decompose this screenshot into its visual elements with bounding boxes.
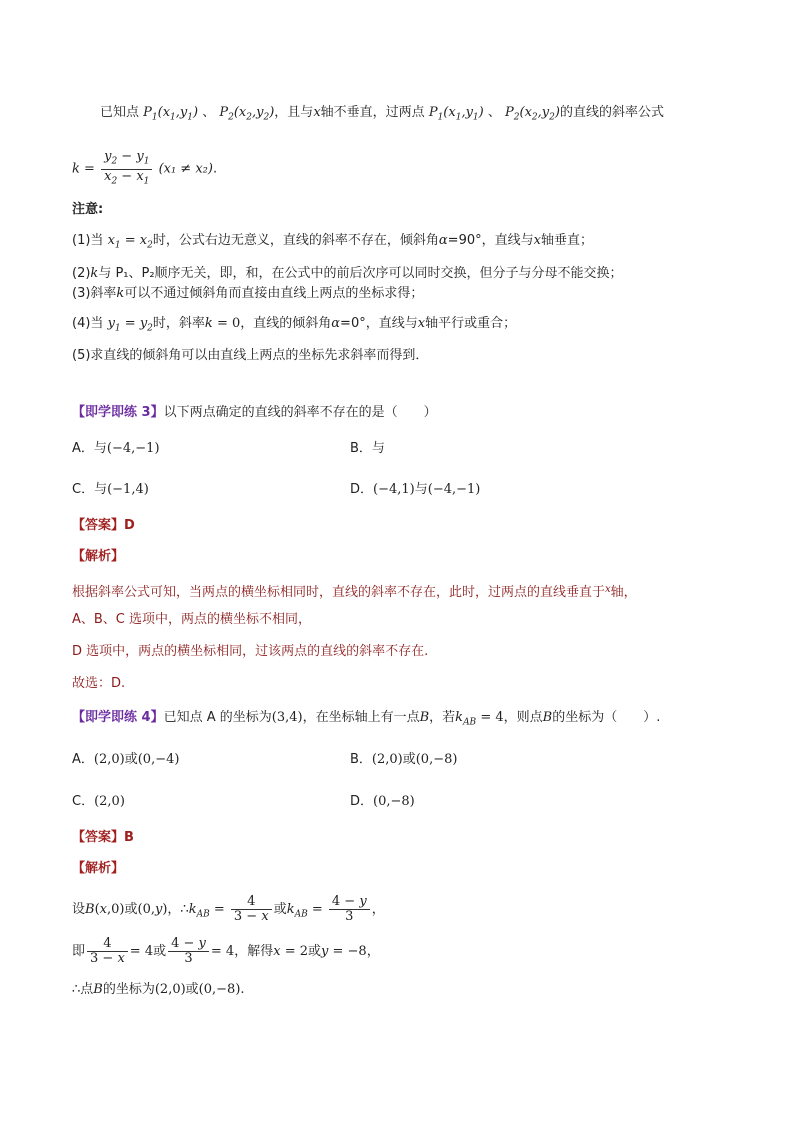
- point-p1: $P_1(x_1,y_1)$: [143, 105, 199, 123]
- ex4-choice-c: C．(2,0): [72, 794, 125, 809]
- ex4-analysis-label: 【解析】: [72, 861, 125, 876]
- ex4-solution-2: 即 $\frac{4}{3 - x}$ = 4或 $\frac{4 - y}{3}$ = 4，解得x = 2或y = −8，: [72, 936, 380, 966]
- note-1: (1)当 $x_1 = x_2$时，公式右边无意义，直线的斜率不存在，倾斜角α=90°，直线与x轴垂直；: [72, 233, 593, 251]
- ex3-solution-2: A、B、C 选项中，两点的横坐标不相同，: [72, 612, 312, 627]
- slope-formula: k = $\frac{y_2 - y_1}{x_2 - x_1}$ (x₁ ≠ x₂).: [72, 149, 218, 187]
- ex3-choice-b: B．与: [350, 441, 385, 456]
- ex4-choice-d: D．(0,−8): [350, 794, 415, 809]
- intro-line-1: 已知点 $P_1(x_1,y_1)$ 、 $P_2(x_2,y_2)$，且与x轴不垂直，过两点 $P_1(x_1,y_1)$ 、 $P_2(x_2,y_2)$的直线的斜率公式: [100, 105, 664, 123]
- ex3-solution-4: 故选：D.: [72, 676, 126, 691]
- ex3-choice-d: D．(−4,1)与(−4,−1): [350, 482, 481, 497]
- ex3-choice-c: C．与(−1,4): [72, 482, 149, 497]
- note-4: (4)当 $y_1 = y_2$时，斜率k = 0，直线的倾斜角α=0°，直线与x轴平行或重合；: [72, 316, 517, 334]
- ex3-answer: 【答案】D: [72, 518, 135, 533]
- ex4-choice-b: B．(2,0)或(0,−8): [350, 752, 458, 767]
- exercise-3-label: 【即学即练 3】: [72, 405, 164, 420]
- ex4-answer: 【答案】B: [72, 830, 134, 845]
- point-p2: $P_2(x_2,y_2)$: [219, 105, 275, 123]
- exercise-3-question: 【即学即练 3】以下两点确定的直线的斜率不存在的是（ ）: [72, 405, 437, 420]
- ex4-solution-1: 设B(x,0)或(0,y)，$\therefore k_{AB}$ = $\frac{4}{3 - x}$ 或$k_{AB}$ = $\frac{4 - y}{3}$ ，: [72, 894, 385, 924]
- slope-fraction: $\frac{y_2 - y_1}{x_2 - x_1}$: [101, 150, 152, 188]
- ex3-analysis-label: 【解析】: [72, 549, 125, 564]
- note-2: (2)k与 P₁、P₂顺序无关，即，和，在公式中的前后次序可以同时交换，但分子与分母不能交换；: [72, 266, 623, 281]
- exercise-4-label: 【即学即练 4】: [72, 710, 164, 725]
- ex3-choice-a: A．与(−4,−1): [72, 441, 160, 456]
- exercise-4-question: 【即学即练 4】已知点 A 的坐标为(3,4)，在坐标轴上有一点B，若$k_{AB} = 4$，则点B的坐标为（ ）.: [72, 710, 661, 728]
- note-title: 注意:: [72, 202, 104, 217]
- ex3-solution-1: 根据斜率公式可知，当两点的横坐标相同时，直线的斜率不存在，此时，过两点的直线垂直于$^x$轴，: [72, 584, 637, 600]
- note-3: (3)斜率k可以不通过倾斜角而直接由直线上两点的坐标求得；: [72, 286, 424, 301]
- note-5: (5)求直线的倾斜角可以由直线上两点的坐标先求斜率而得到．: [72, 348, 429, 363]
- ex4-solution-3: ∴点B的坐标为(2,0)或(0,−8).: [72, 982, 245, 997]
- ex3-solution-3: D 选项中，两点的横坐标相同，过该两点的直线的斜率不存在.: [72, 644, 429, 659]
- ex4-choice-a: A．(2,0)或(0,−4): [72, 752, 180, 767]
